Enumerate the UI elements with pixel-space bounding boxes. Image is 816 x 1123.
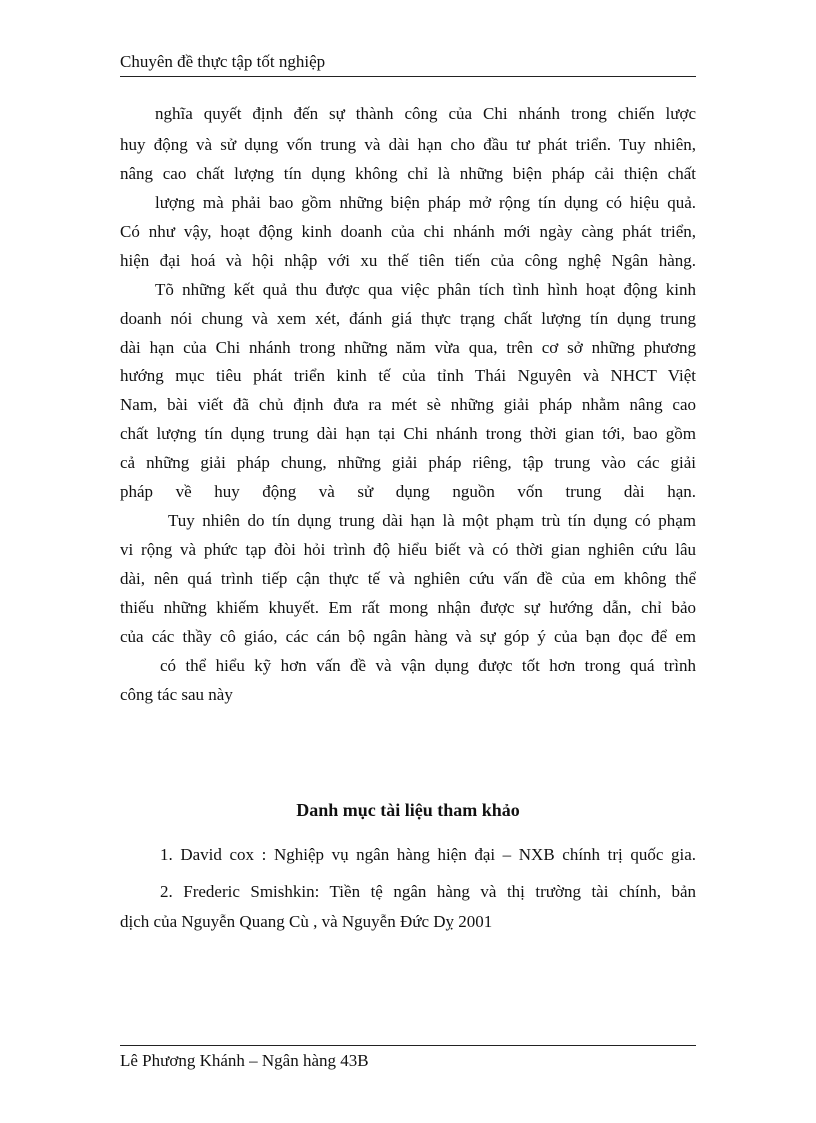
page-header: Chuyên đề thực tập tốt nghiệp	[120, 52, 696, 77]
body-line: doanh nói chung và xem xét, đánh giá thực trạng chất lượng tín dụng trung	[120, 309, 696, 328]
page-footer: Lê Phương Khánh – Ngân hàng 43B	[120, 1051, 369, 1070]
body-line: nâng cao chất lượng tín dụng không chỉ là những biện pháp cải thiện chất	[120, 164, 696, 183]
body-line: chất lượng tín dụng trung dài hạn tại Chi nhánh trong thời gian tới, bao gồm	[120, 424, 696, 443]
body-line: hiện đại hoá và hội nhập với xu thế tiên tiến của công nghệ Ngân hàng.	[120, 251, 696, 270]
body-line: có thể hiểu kỹ hơn vấn đề và vận dụng được tốt hơn trong quá trình	[160, 656, 696, 675]
body-line: Tuy nhiên do tín dụng trung dài hạn là một phạm trù tín dụng có phạm	[168, 511, 696, 530]
references-title: Danh mục tài liệu tham khảo	[296, 800, 520, 820]
body-line: thiếu những khiếm khuyết. Em rất mong nhận được sự hướng dẫn, chỉ bảo	[120, 598, 696, 617]
body-line: dài hạn của Chi nhánh trong những năm vừa qua, trên cơ sở những phương	[120, 338, 696, 357]
body-line: cả những giải pháp chung, những giải pháp riêng, tập trung vào các giải	[120, 453, 696, 472]
body-line: dài, nên quá trình tiếp cận thực tế và nghiên cứu vấn đề của em không thể	[120, 569, 696, 588]
reference-item-continuation: dịch của Nguyễn Quang Cù , và Nguyễn Đức Dỵ 2001	[120, 912, 493, 931]
body-line: nghĩa quyết định đến sự thành công của Chi nhánh trong chiến lược	[155, 104, 696, 123]
body-line: lượng mà phải bao gồm những biện pháp mở rộng tín dụng có hiệu quả.	[155, 193, 696, 212]
body-line: Tõ những kết quả thu được qua việc phân tích tình hình hoạt động kinh	[155, 280, 696, 299]
reference-item: 2. Frederic Smishkin: Tiền tệ ngân hàng và thị trường tài chính, bản	[160, 882, 696, 901]
body-line: vi rộng và phức tạp đòi hỏi trình độ hiểu biết và có thời gian nghiên cứu lâu	[120, 540, 696, 559]
body-line: Có như vậy, hoạt động kinh doanh của chi nhánh mới ngày càng phát triển,	[120, 222, 696, 241]
body-line: pháp về huy động và sử dụng nguồn vốn trung dài hạn.	[120, 482, 696, 501]
reference-item: 1. David cox : Nghiệp vụ ngân hàng hiện đại – NXB chính trị quốc gia.	[160, 845, 696, 864]
body-line: hướng mục tiêu phát triển kinh tế của tỉnh Thái Nguyên và NHCT Việt	[120, 366, 696, 385]
body-line: Nam, bài viết đã chủ định đưa ra mét sè những giải pháp nhằm nâng cao	[120, 395, 696, 414]
body-line: công tác sau này	[120, 685, 233, 704]
footer-divider	[120, 1045, 696, 1046]
body-line: huy động và sử dụng vốn trung và dài hạn cho đầu tư phát triển. Tuy nhiên,	[120, 135, 696, 154]
body-line: của các thầy cô giáo, các cán bộ ngân hàng và sự góp ý của bạn đọc để em	[120, 627, 696, 646]
